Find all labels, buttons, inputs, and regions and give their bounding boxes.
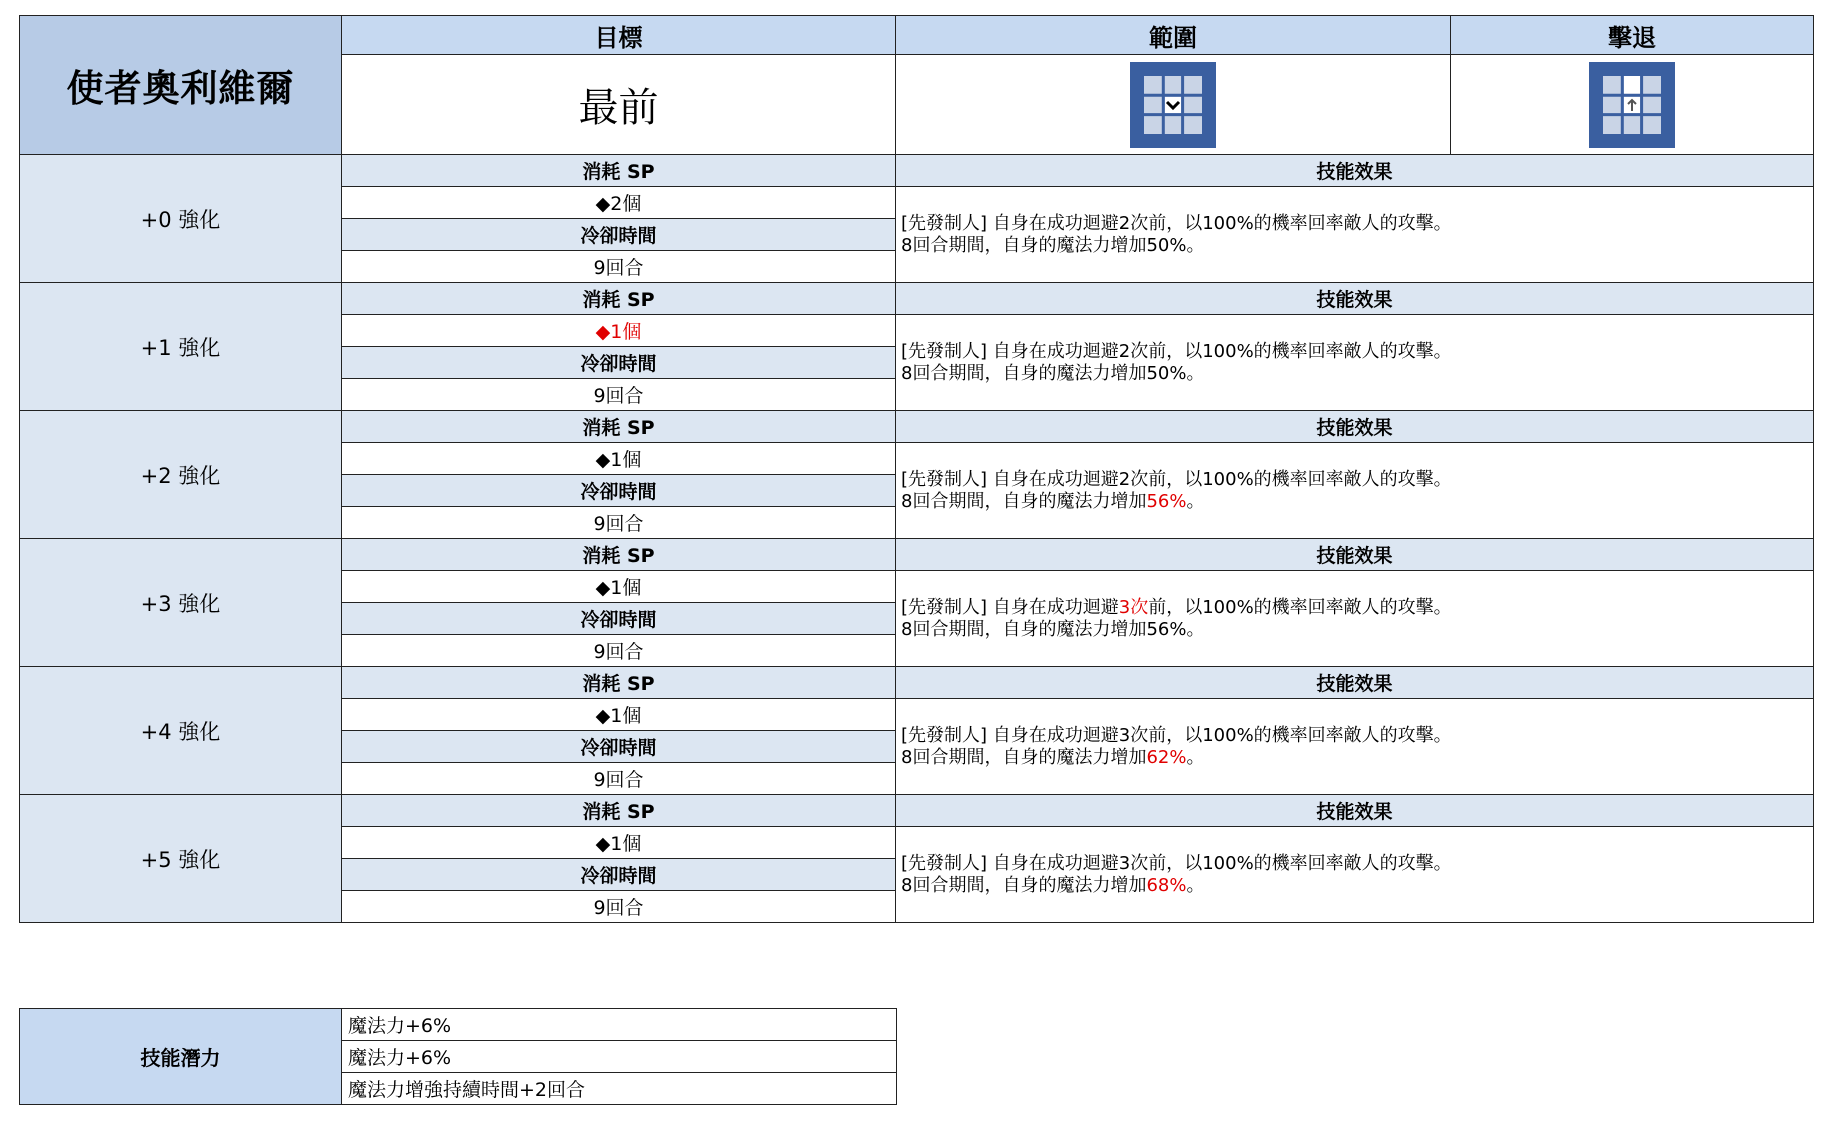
sp-cost-value: ◆1個 [342, 443, 896, 475]
knockback-grid-icon [1589, 62, 1675, 148]
skill-effect-header: 技能效果 [896, 411, 1814, 443]
sp-cost-header: 消耗 SP [342, 411, 896, 443]
cooldown-value: 9回合 [342, 635, 896, 667]
header-knockback: 擊退 [1451, 16, 1814, 55]
skill-effect-header: 技能效果 [896, 667, 1814, 699]
cooldown-header: 冷卻時間 [342, 859, 896, 891]
sp-cost-header: 消耗 SP [342, 795, 896, 827]
skill-effect-header: 技能效果 [896, 155, 1814, 187]
cooldown-value: 9回合 [342, 763, 896, 795]
sp-cost-value: ◆1個 [342, 315, 896, 347]
effect-line-2: 8回合期間，自身的魔法力增加50%。 [901, 234, 1205, 256]
potential-item: 魔法力+6% [342, 1041, 897, 1073]
skill-effect-text [896, 827, 1814, 923]
effect-line-1: [先發制人] 自身在成功迴避3次前，以100%的機率回率敵人的攻擊。 [901, 724, 1452, 746]
skill-effect-header: 技能效果 [896, 283, 1814, 315]
potential-item: 魔法力+6% [342, 1009, 897, 1041]
skill-effect-header: 技能效果 [896, 539, 1814, 571]
effect-line-1: [先發制人] 自身在成功迴避2次前，以100%的機率回率敵人的攻擊。 [901, 340, 1452, 362]
range-grid-icon [1130, 62, 1216, 148]
character-name: 使者奧利維爾 [20, 16, 342, 155]
cooldown-header: 冷卻時間 [342, 731, 896, 763]
effect-line-2: 8回合期間，自身的魔法力增加56%。 [901, 618, 1205, 640]
knockback-cell [1451, 55, 1814, 155]
potential-label: 技能潛力 [20, 1009, 342, 1105]
effect-line-2: 8回合期間，自身的魔法力增加50%。 [901, 362, 1205, 384]
skill-effect-text [896, 443, 1814, 539]
cooldown-value: 9回合 [342, 891, 896, 923]
skill-effect-header: 技能效果 [896, 795, 1814, 827]
range-cell [896, 55, 1451, 155]
enhance-level: +4 強化 [20, 667, 342, 795]
cooldown-value: 9回合 [342, 251, 896, 283]
cooldown-header: 冷卻時間 [342, 475, 896, 507]
enhance-level: +2 強化 [20, 411, 342, 539]
enhance-level: +1 強化 [20, 283, 342, 411]
sp-cost-header: 消耗 SP [342, 667, 896, 699]
enhance-level: +5 強化 [20, 795, 342, 923]
target-value: 最前 [342, 55, 896, 155]
cooldown-value: 9回合 [342, 379, 896, 411]
sp-cost-value: ◆1個 [342, 699, 896, 731]
effect-line-2: 8回合期間，自身的魔法力增加68%。 [901, 874, 1205, 896]
effect-line-1: [先發制人] 自身在成功迴避3次前，以100%的機率回率敵人的攻擊。 [901, 852, 1452, 874]
cooldown-header: 冷卻時間 [342, 347, 896, 379]
header-range: 範圍 [896, 16, 1451, 55]
effect-line-1: [先發制人] 自身在成功迴避2次前，以100%的機率回率敵人的攻擊。 [901, 468, 1452, 490]
potential-item: 魔法力增強持續時間+2回合 [342, 1073, 897, 1105]
sp-cost-header: 消耗 SP [342, 155, 896, 187]
effect-line-2: 8回合期間，自身的魔法力增加56%。 [901, 490, 1205, 512]
sp-cost-value: ◆1個 [342, 571, 896, 603]
effect-line-1: [先發制人] 自身在成功迴避2次前，以100%的機率回率敵人的攻擊。 [901, 212, 1452, 234]
skill-effect-text [896, 699, 1814, 795]
skill-effect-text [896, 315, 1814, 411]
sp-cost-value: ◆2個 [342, 187, 896, 219]
skill-effect-text [896, 187, 1814, 283]
cooldown-header: 冷卻時間 [342, 603, 896, 635]
sp-cost-header: 消耗 SP [342, 283, 896, 315]
sp-cost-header: 消耗 SP [342, 539, 896, 571]
header-target: 目標 [342, 16, 896, 55]
enhance-level: +3 強化 [20, 539, 342, 667]
effect-line-1: [先發制人] 自身在成功迴避3次前，以100%的機率回率敵人的攻擊。 [901, 596, 1452, 618]
skill-potential-table [19, 1008, 897, 1105]
skill-table [19, 15, 1814, 923]
sp-cost-value: ◆1個 [342, 827, 896, 859]
cooldown-value: 9回合 [342, 507, 896, 539]
cooldown-header: 冷卻時間 [342, 219, 896, 251]
skill-effect-text [896, 571, 1814, 667]
enhance-level: +0 強化 [20, 155, 342, 283]
effect-line-2: 8回合期間，自身的魔法力增加62%。 [901, 746, 1205, 768]
